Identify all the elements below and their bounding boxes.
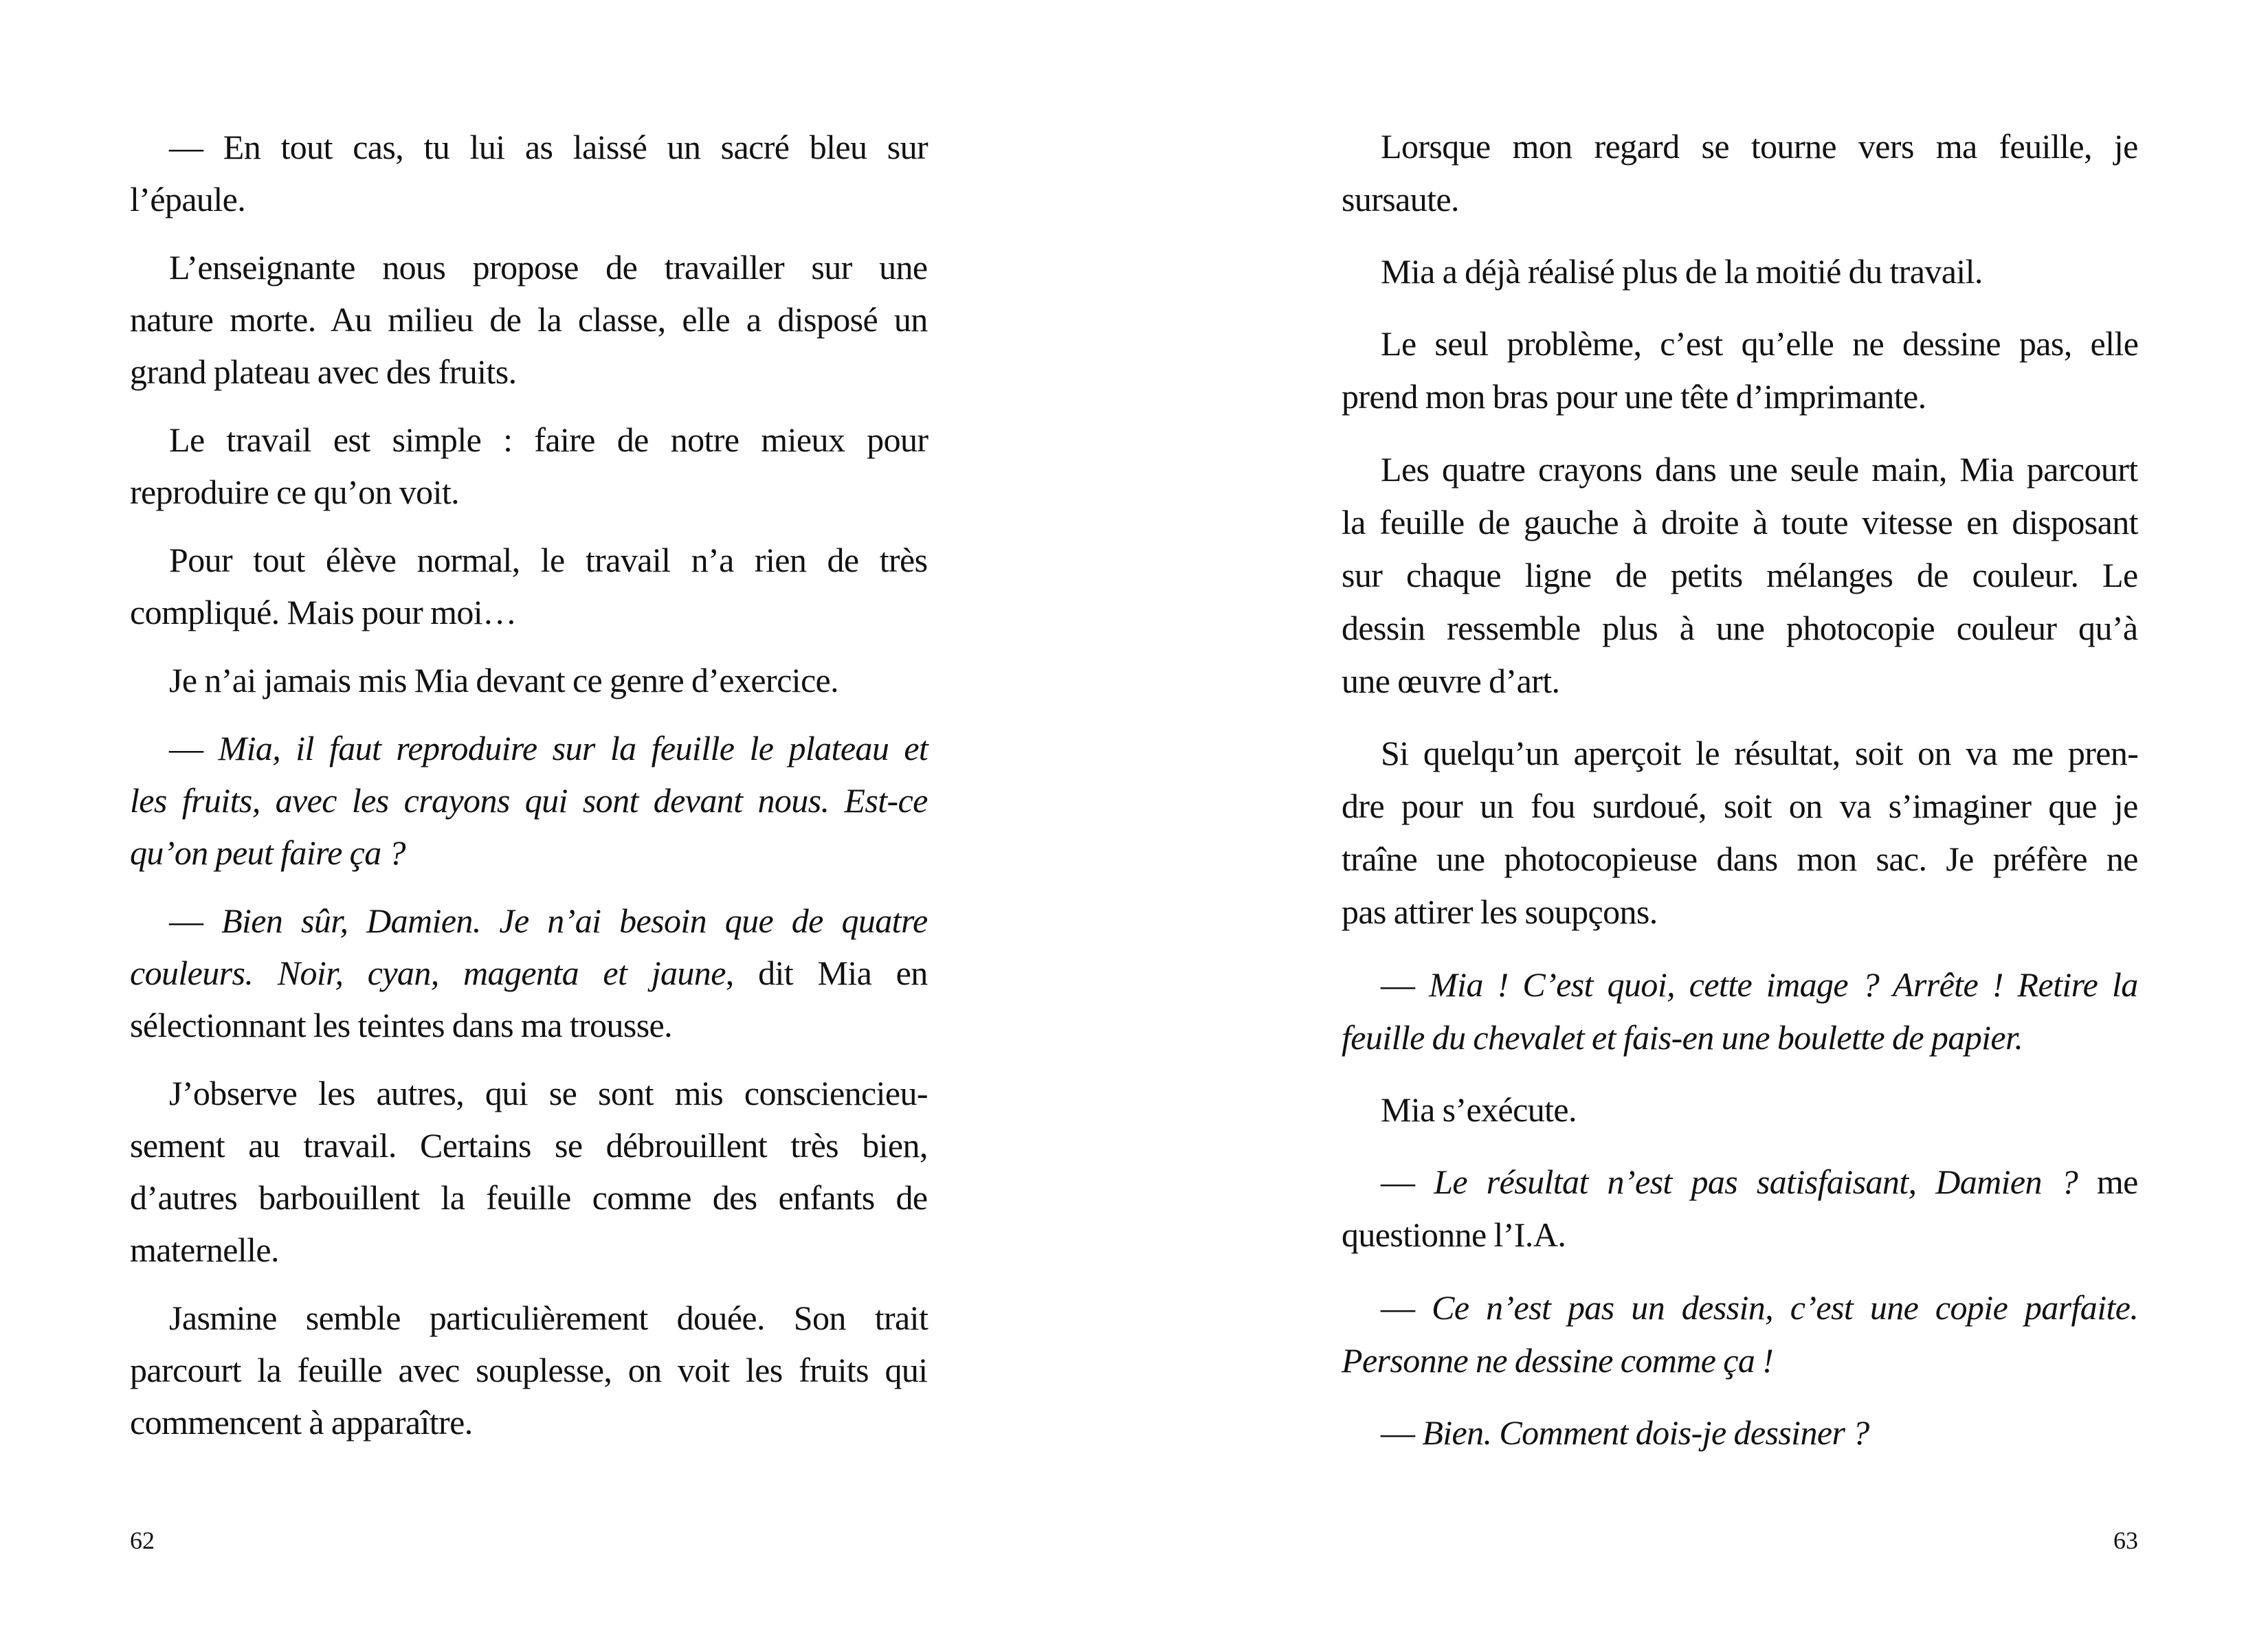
body-text: d’autres barbouillent la feuille comme des enfants de [130,1178,928,1218]
text-line [130,1344,928,1396]
text-line [1342,780,2138,833]
paragraph [1342,120,2138,226]
page-number-right: 63 [2113,1527,2138,1554]
text-line-content [1342,780,2138,833]
paragraph [130,1067,928,1276]
paragraph [1342,1084,2138,1136]
paragraph [1342,1406,2138,1459]
text-line-content [130,947,928,999]
body-text: pas attirer les soupçons. [1342,893,1658,932]
text-line-content [130,999,672,1051]
body-text: reproduire ce qu’on voit. [130,473,460,512]
text-line-content [1342,370,1926,423]
body-text: Je n’ai jamais mis Mia devant ce genre d’exercice. [169,661,839,700]
text-line-content [169,121,928,173]
body-text: Si quelqu’un aperçoit le résultat, soit on va me pren- [1381,734,2139,773]
body-text: traîne une photocopieuse dans mon sac. Je préfère ne [1342,840,2138,879]
text-line-content [130,586,517,638]
text-line-content [1342,1334,1773,1387]
text-line-content [1342,1209,1566,1261]
body-text: Lorsque mon regard se tourne vers ma feuille, je [1381,126,2138,166]
text-line-content [169,534,928,586]
body-text: — [1381,965,1430,1004]
body-text: parcourt la feuille avec souplesse, on voit les fruits qui [130,1351,928,1390]
text-line [130,947,928,999]
paragraph [130,895,928,1051]
paragraph [130,722,928,879]
text-line [130,466,928,518]
paragraph [1342,1281,2138,1387]
text-line [1342,370,2138,423]
body-text: — [1381,1413,1423,1452]
text-line [1342,173,2138,226]
text-line [1342,958,2138,1011]
italic-dialogue-text: qu’on peut faire ça ? [130,833,405,873]
paragraph [130,1292,928,1448]
body-text: J’observe les autres, qui se sont mis consciencieu- [169,1074,928,1113]
text-line [130,534,928,586]
text-line-content [1381,1084,1577,1136]
text-line [1342,655,2138,708]
body-text: — [169,901,222,941]
text-line [1342,1011,2138,1064]
text-line-content [1381,317,2138,370]
body-text: grand plateau avec des fruits. [130,352,517,392]
text-line-content [1381,1281,2138,1334]
paragraph [1342,443,2138,708]
text-line [1342,1156,2138,1209]
left-page-body [130,121,928,1448]
body-text: L’enseignante nous propose de travailler sur une [169,248,928,287]
body-text: sement au travail. Certains se débrouillent très bien, [130,1126,928,1165]
text-line-content [130,774,928,827]
body-text: me [2078,1163,2138,1202]
italic-dialogue-text: Bien. Comment dois-je dessiner ? [1422,1413,1869,1452]
text-line-content [130,1171,928,1224]
text-line-content [130,346,516,398]
body-text: commencent à apparaître. [130,1403,473,1442]
paragraph [1342,1156,2138,1261]
text-line-content [169,1067,928,1119]
text-line [1342,245,2138,298]
text-line [130,1119,928,1171]
body-text: Le travail est simple : faire de notre mieux pour [169,420,929,460]
body-text: compliqué. Mais pour moi… [130,593,517,632]
text-line-content [169,722,928,774]
text-line [1342,1209,2138,1261]
text-line-content [1342,496,2138,549]
text-line [1342,443,2138,496]
body-text: Pour tout élève normal, le travail n’a rien de très [169,541,928,580]
text-line-content [1342,549,2138,602]
body-text: , dit Mia en [725,954,928,993]
text-line [1342,1406,2138,1459]
text-line [1342,886,2138,939]
italic-dialogue-text: Bien sûr, Damien. Je n’ai besoin que de quatre [221,901,928,941]
body-text: dessin ressemble plus à une photocopie couleur qu’à [1342,608,2138,647]
paragraph [1342,727,2138,939]
body-text: prend mon bras pour une tête d’imprimante. [1342,377,1926,416]
text-line-content [130,1344,928,1396]
text-line-content [1381,245,1983,298]
italic-dialogue-text: Mia ! C’est quoi, cette image ? Arrête ! Retire la [1429,965,2138,1004]
text-line-content [130,1396,473,1448]
text-line-content [169,1292,928,1344]
text-line-content [169,241,928,293]
body-text: questionne l’I.A. [1342,1215,1566,1255]
body-text: — [169,729,219,768]
text-line [1342,496,2138,549]
body-text: Le seul problème, c’est qu’elle ne dessine pas, elle [1381,324,2139,363]
text-line-content [1381,958,2138,1011]
body-text: sursaute. [1342,179,1459,218]
body-text: la feuille de gauche à droite à toute vitesse en disposant [1342,502,2138,541]
paragraph [130,121,928,225]
text-line-content [1381,1156,2138,1209]
text-line [130,241,928,293]
body-text: — En tout cas, tu lui as laissé un sacré bleu sur [169,128,929,167]
text-line [130,827,928,879]
text-line [1342,833,2138,886]
text-line [1342,120,2138,173]
text-line [1342,727,2138,780]
text-line [1342,1281,2138,1334]
text-line-content [130,293,928,346]
text-line-content [130,173,245,225]
body-text: sélectionnant les teintes dans ma trousse. [130,1006,673,1045]
paragraph [130,534,928,638]
italic-dialogue-text: Le résultat n’est pas satisfaisant, Damien ? [1434,1163,2078,1202]
paragraph [1342,958,2138,1064]
text-line-content [1342,833,2138,886]
text-line [130,346,928,398]
italic-dialogue-text: couleurs. Noir, cyan, magenta et jaune [130,954,726,993]
text-line [130,999,928,1051]
body-text: une œuvre d’art. [1342,661,1560,700]
text-line-content [1381,1406,1869,1459]
text-line [130,121,928,173]
text-line-content [130,1119,928,1171]
right-page-body [1342,120,2138,1460]
body-text: Les quatre crayons dans une seule main, Mia parcourt [1381,449,2138,489]
paragraph [1342,245,2138,298]
text-line-content [169,895,928,947]
page-number-left: 62 [130,1527,155,1554]
text-line [1342,1334,2138,1387]
body-text: — [1381,1288,1432,1327]
body-text: Jasmine semble particulièrement douée. Son trait [169,1299,929,1338]
text-line-content [1342,886,1658,939]
body-text: Mia s’exécute. [1381,1090,1577,1129]
italic-dialogue-text: Personne ne dessine comme ça ! [1342,1340,1774,1380]
text-line [1342,549,2138,602]
text-line-content [169,654,838,706]
text-line [1342,1084,2138,1136]
body-text: nature morte. Au milieu de la classe, elle a disposé un [130,300,928,339]
text-line [1342,602,2138,655]
text-line [130,1292,928,1344]
text-line [130,414,928,466]
text-line [1342,317,2138,370]
text-line-content [1342,602,2138,655]
right-page [1134,0,2268,1649]
paragraph [130,654,928,706]
text-line-content [1342,173,1459,226]
text-line-content [1342,655,1559,708]
body-text: sur chaque ligne de petits mélanges de couleur. Le [1342,555,2138,594]
text-line [130,722,928,774]
text-line-content [1381,120,2138,173]
italic-dialogue-text: Mia, il faut reproduire sur la feuille le plateau et [218,729,929,768]
text-line [130,654,928,706]
text-line-content [1381,727,2138,780]
italic-dialogue-text: les fruits, avec les crayons qui sont devant nous. Est-ce [130,781,928,820]
text-line-content [130,827,405,879]
text-line [130,774,928,827]
body-text: maternelle. [130,1231,279,1270]
text-line [130,1396,928,1448]
text-line-content [130,1224,279,1276]
body-text: Mia a déjà réalisé plus de la moitié du travail. [1381,252,1983,291]
text-line [130,173,928,225]
italic-dialogue-text: Ce n’est pas un dessin, c’est une copie parfaite. [1432,1288,2139,1327]
text-line-content [130,466,459,518]
text-line [130,1224,928,1276]
body-text: dre pour un fou surdoué, soit on va s’imaginer que je [1342,787,2138,826]
paragraph [130,241,928,398]
text-line-content [1381,443,2138,496]
text-line [130,895,928,947]
body-text: l’épaule. [130,180,246,219]
paragraph [1342,317,2138,423]
text-line [130,586,928,638]
text-line-content [1342,1011,2023,1064]
body-text: — [1381,1163,1434,1202]
text-line [130,1171,928,1224]
text-line [130,1067,928,1119]
paragraph [130,414,928,518]
text-line [130,293,928,346]
italic-dialogue-text: feuille du chevalet et fais-en une boulette de papier. [1342,1018,2023,1057]
text-line-content [169,414,928,466]
